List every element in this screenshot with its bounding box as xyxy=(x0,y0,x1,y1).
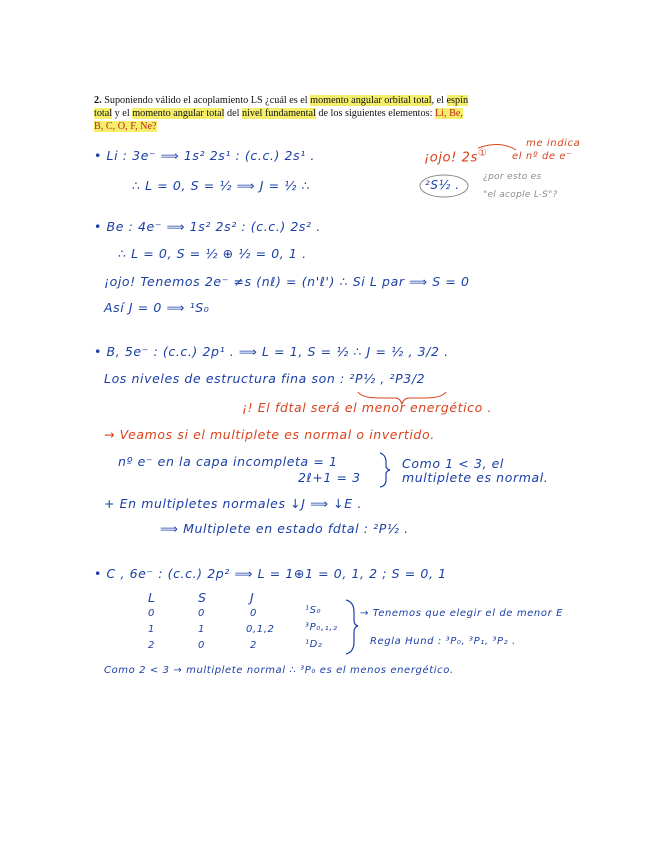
li-note-circle: ① xyxy=(477,148,488,159)
c-row3-j: 2 xyxy=(250,640,257,651)
c-config-line: • C , 6e⁻ : (c.c.) 2p² ⟹ L = 1⊕1 = 0, 1, 2 ; S = 0, 1 xyxy=(94,566,447,581)
li-term-symbol: ²S½ . xyxy=(425,178,460,192)
be-config-line: • Be : 4e⁻ ⟹ 1s² 2s² : (c.c.) 2s² . xyxy=(94,219,321,234)
li-pencil-note-1: ¿por esto es xyxy=(483,172,542,182)
highlight-level: nivel fundamental xyxy=(241,108,316,119)
b-compare-2: multiplete es normal. xyxy=(402,470,549,485)
b-normal-rule: + En multipletes normales ↓J ⟹ ↓E . xyxy=(104,496,362,511)
be-ls-line: ∴ L = 0, S = ½ ⊕ ½ = 0, 1 . xyxy=(118,246,307,261)
c-row2-l: 1 xyxy=(148,624,155,635)
question-part2: , el xyxy=(431,95,447,106)
c-row2-j: 0,1,2 xyxy=(246,624,275,635)
question-part4: del xyxy=(224,108,242,119)
highlight-elements: Li, Be, B, C, O, F, Ne? xyxy=(94,108,463,132)
li-note-text: ¡ojo! 2s xyxy=(424,150,478,166)
c-row3-l: 2 xyxy=(148,640,155,651)
b-config-line: • B, 5e⁻ : (c.c.) 2p¹ . ⟹ L = 1, S = ½ ∴ J = ½ , 3/2 . xyxy=(94,344,449,359)
c-row3-s: 0 xyxy=(198,640,205,651)
c-choose-note: → Tenemos que elegir el de menor E xyxy=(360,608,563,619)
b-underbrace xyxy=(358,392,446,404)
c-row3-term: ¹D₂ xyxy=(305,639,323,650)
highlight-angular: momento angular total xyxy=(132,108,225,119)
li-result-line: ∴ L = 0, S = ½ ⟹ J = ½ ∴ xyxy=(132,178,311,193)
c-conclusion: Como 2 < 3 → multiplete normal ∴ ³P₀ es el menos energético. xyxy=(104,665,454,676)
li-note-side-2: el nº de e⁻ xyxy=(512,151,573,162)
be-result-line: Así J = 0 ⟹ ¹S₀ xyxy=(104,300,210,315)
b-brace xyxy=(380,453,390,487)
question-number: 2. xyxy=(94,95,102,106)
be-pauli-line: ¡ojo! Tenemos 2e⁻ ≠s (nℓ) = (n'ℓ') ∴ Si L par ⟹ S = 0 xyxy=(104,274,470,289)
c-row1-l: 0 xyxy=(148,608,155,619)
b-check-multiplet: → Veamos si el multiplete es normal o invertido. xyxy=(104,427,435,442)
b-ground-state: ⟹ Multiplete en estado fdtal : ²P½ . xyxy=(160,521,409,536)
c-brace xyxy=(346,600,358,654)
question-part1: Suponiendo válido el acoplamiento LS ¿cuál es el xyxy=(101,95,311,106)
c-row1-term: ¹S₀ xyxy=(305,605,322,616)
b-2l1-count: 2ℓ+1 = 3 xyxy=(298,470,361,485)
c-row2-term: ³P₀,₁,₂ xyxy=(305,622,338,633)
c-col-j: J xyxy=(250,590,255,605)
li-pencil-note-2: "el acople L-S"? xyxy=(483,190,558,200)
c-row1-s: 0 xyxy=(198,608,205,619)
c-col-s: S xyxy=(198,590,207,605)
c-row2-s: 1 xyxy=(198,624,205,635)
c-hund-rule: Regla Hund : ³P₀, ³P₁, ³P₂ . xyxy=(370,636,516,647)
li-config-line: • Li : 3e⁻ ⟹ 1s² 2s¹ : (c.c.) 2s¹ . xyxy=(94,148,315,163)
question-part3: y el xyxy=(112,108,133,119)
b-compare-1: Como 1 < 3, el xyxy=(402,456,505,471)
li-note-side-1: me indica xyxy=(526,138,581,149)
c-col-l: L xyxy=(148,590,156,605)
b-electron-count: nº e⁻ en la capa incompleta = 1 xyxy=(118,454,338,469)
b-fundamental-note: ¡! El fdtal será el menor energético . xyxy=(242,400,493,415)
highlight-orbital: momento angular orbital total xyxy=(310,95,432,106)
highlight-spin: espín total xyxy=(94,95,469,119)
b-fine-structure-line: Los niveles de estructura fina son : ²P½ , ²P3/2 xyxy=(104,371,426,386)
question-part5: de los siguientes elementos: xyxy=(315,108,435,119)
li-note-arrow xyxy=(478,144,516,150)
li-term-circle xyxy=(420,175,468,197)
c-row1-j: 0 xyxy=(250,608,257,619)
